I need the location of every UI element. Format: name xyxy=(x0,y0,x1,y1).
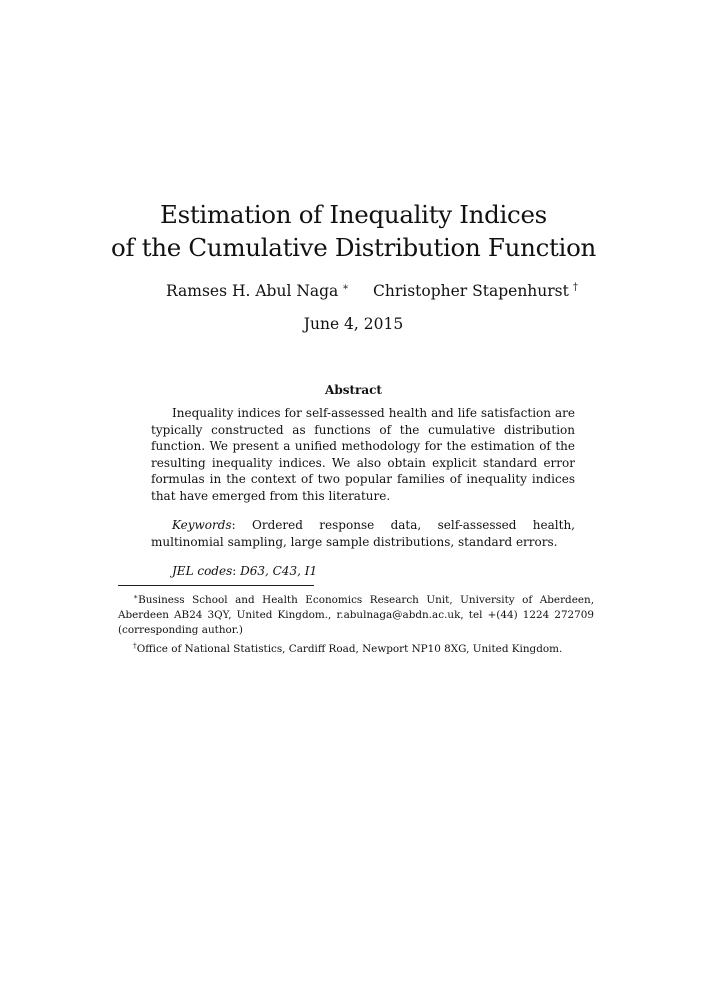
paper-title xyxy=(0,198,707,264)
author-1-name: Ramses H. Abul Naga xyxy=(166,282,339,300)
title-line-2: of the Cumulative Distribution Function xyxy=(111,233,596,262)
jel-label: JEL codes xyxy=(172,564,233,578)
footnote-2-text: Office of National Statistics, Cardiff Road, Newport NP10 8XG, United Kingdom. xyxy=(136,643,563,655)
jel-codes-paragraph: JEL codes: D63, C43, I1 xyxy=(172,564,318,578)
publication-date: June 4, 2015 xyxy=(303,315,404,333)
footnote-1 xyxy=(118,589,594,638)
author-2-name: Christopher Stapenhurst xyxy=(373,282,569,300)
author-1-footnote-mark: ∗ xyxy=(342,282,350,293)
author-2 xyxy=(373,278,578,301)
abstract-heading: Abstract xyxy=(325,383,382,397)
footnote-2-mark: † xyxy=(133,641,137,650)
author-1 xyxy=(166,278,349,301)
title-line-1: Estimation of Inequality Indices xyxy=(160,200,547,229)
author-2-footnote-mark: † xyxy=(572,282,578,293)
footnote-rule xyxy=(118,585,314,586)
abstract-body: Inequality indices for self-assessed health and life satisfaction are typically constructed as functions of the cumulative distribution function. We present a unified methodology for the estimation of the resulting inequality indices. We also obtain explicit standard error formulas in the context of two popular families of inequality indices that have emerged from this literature. xyxy=(151,406,575,503)
keywords-text: Ordered response data, self-assessed health, multinomial sampling, large sample distributions, standard errors. xyxy=(151,518,575,549)
keywords-label: Keywords xyxy=(172,518,232,532)
footnotes xyxy=(118,589,594,657)
footnote-1-mark: ∗ xyxy=(133,592,139,601)
jel-codes-text: D63, C43, I1 xyxy=(240,564,318,578)
footnote-1-text: Business School and Health Economics Research Unit, University of Aberdeen, Aberdeen AB24 3QY, United Kingdom., r.abulnaga@abdn.ac.uk, tel +(44) 1224 272709 (corresponding author.) xyxy=(118,594,594,636)
keywords-paragraph: Keywords: Ordered response data, self-assessed health, multinomial sampling, large sample distributions, standard errors. xyxy=(151,518,575,549)
footnote-2 xyxy=(118,638,594,657)
